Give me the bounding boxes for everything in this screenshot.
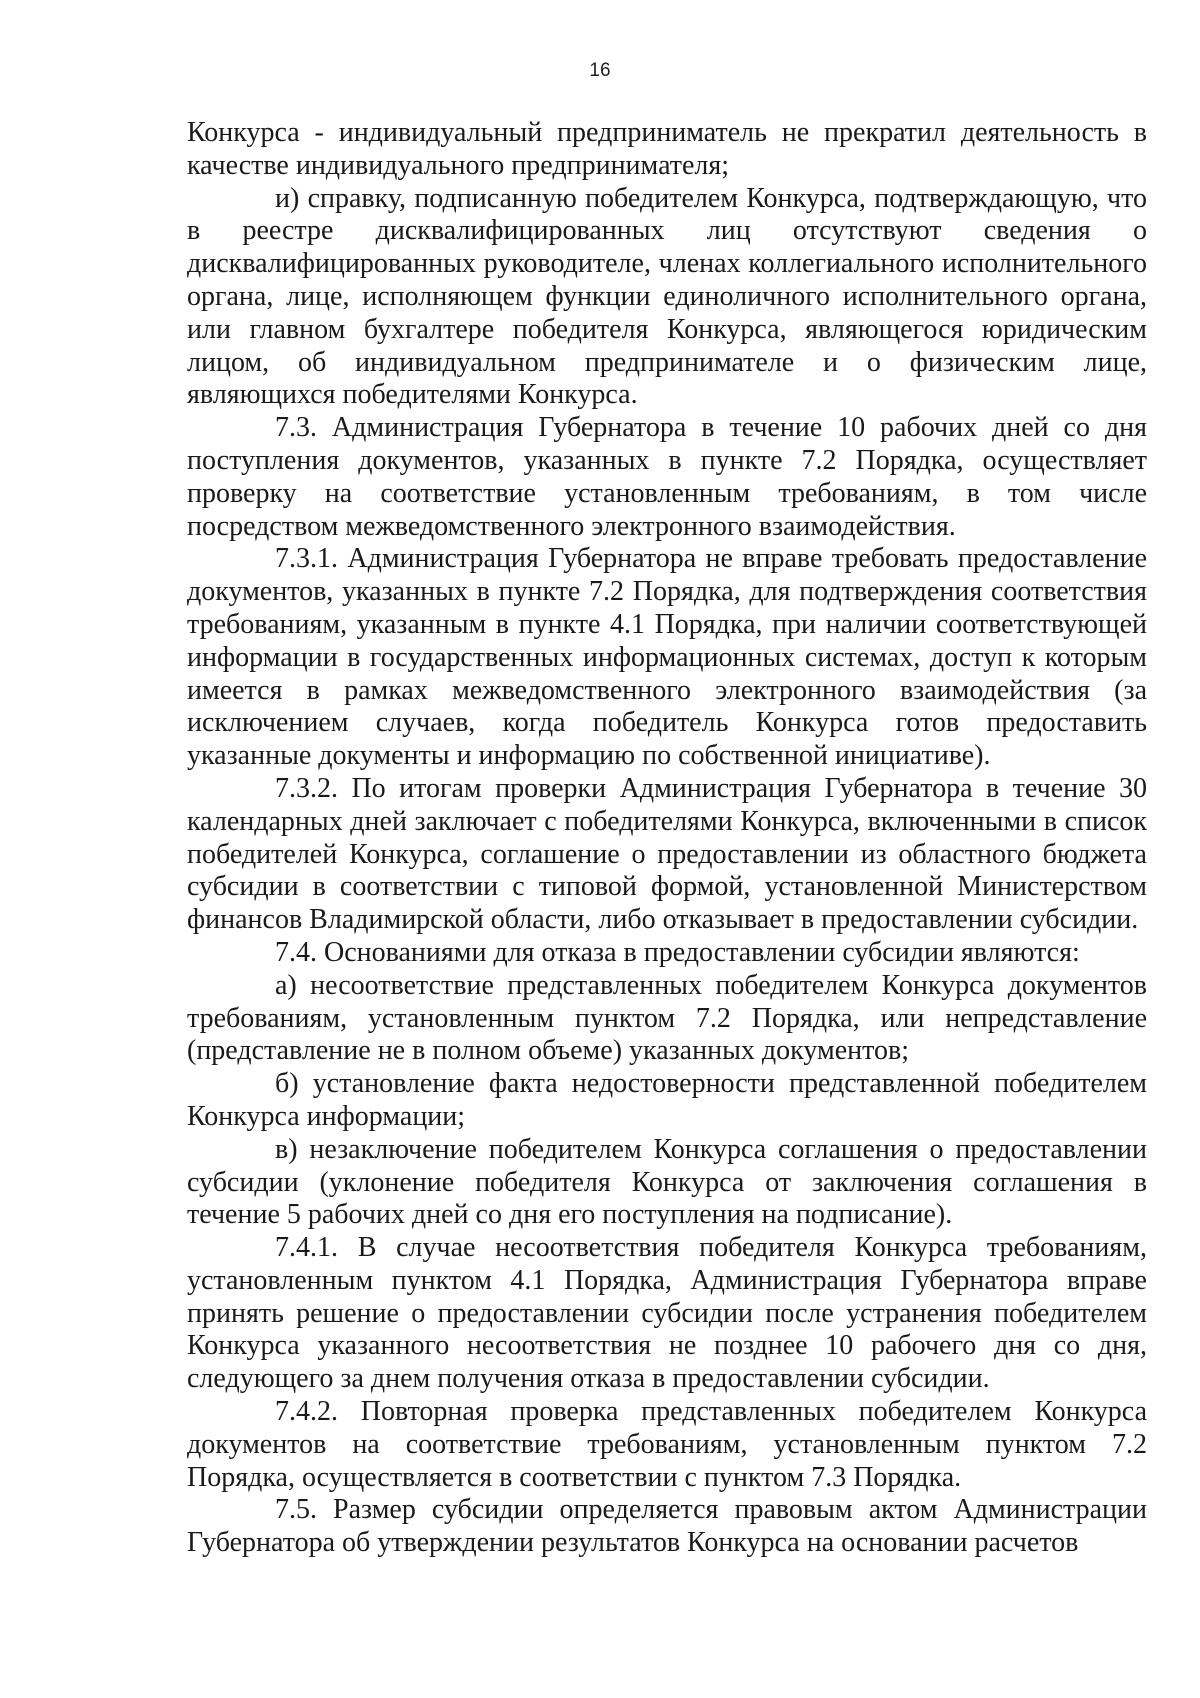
page-number: 16 xyxy=(589,60,611,81)
paragraph-item-i: и) справку, подписанную победителем Конкурса, подтверждающую, что в реестре дисквалифицированных лиц отсутствуют сведения о дисквалифицированных руководителе, членах коллегиального исполнительного органа, лице, исполняющем функции единоличного исполнительного органа, или главном бухгалтере победителя Конкурса, являющегося юридическим лицом, об индивидуальном предпринимателе и о физическим лице, являющихся победителями Конкурса. xyxy=(187,182,1147,411)
paragraph-7-5: 7.5. Размер субсидии определяется правовым актом Администрации Губернатора об утверждении результатов Конкурса на основании расчетов xyxy=(187,1494,1147,1559)
paragraph-7-4: 7.4. Основаниями для отказа в предоставлении субсидии являются: xyxy=(275,936,1080,968)
paragraph-7-4-2: 7.4.2. Повторная проверка представленных победителем Конкурса документов на соответствие требованиям, установленным пунктом 7.2 Порядка, осуществляется в соответствии с пунктом 7.3 Порядка. xyxy=(187,1396,1147,1493)
paragraph-7-4-v: в) незаключение победителем Конкурса соглашения о предоставлении субсидии (уклонение победителя Конкурса от заключения соглашения в течение 5 рабочих дней со дня его поступления на подписание). xyxy=(187,1133,1147,1231)
paragraph-7-4-b: б) установление факта недостоверности представленной победителем Конкурса информации; xyxy=(187,1068,1147,1132)
paragraph-7-3-2: 7.3.2. По итогам проверки Администрация Губернатора в течение 30 календарных дней заключает с победителями Конкурса, включенными в список победителей Конкурса, соглашение о предоставлении из областного бюджета субсидии в соответствии с типовой формой, установленной Министерством финансов Владимирской области, либо отказывает в предоставлении субсидии. xyxy=(187,772,1147,936)
paragraph-7-4-1: 7.4.1. В случае несоответствия победителя Конкурса требованиям, установленным пунктом 4.1 Порядка, Администрация Губернатора вправе принять решение о предоставлении субсидии после устранения победителем Конкурса указанного несоответствия не позднее 10 рабочего дня со дня, следующего за днем получения отказа в предоставлении субсидии. xyxy=(187,1232,1147,1395)
document-body xyxy=(187,117,1147,1560)
paragraph-7-4-a: а) несоответствие представленных победителем Конкурса документов требованиям, установленным пунктом 7.2 Порядка, или непредставление (представление не в полном объеме) указанных документов; xyxy=(187,969,1147,1067)
paragraph-7-3-1: 7.3.1. Администрация Губернатора не вправе требовать предоставление документов, указанных в пункте 7.2 Порядка, для подтверждения соответствия требованиям, указанным в пункте 4.1 Порядка, при наличии соответствующей информации в государственных информационных системах, доступ к которым имеется в рамках межведомственного электронного взаимодействия (за исключением случаев, когда победитель Конкурса готов предоставить указанные документы и информацию по собственной инициативе). xyxy=(187,543,1147,772)
paragraph-7-3: 7.3. Администрация Губернатора в течение 10 рабочих дней со дня поступления документов, указанных в пункте 7.2 Порядка, осуществляет проверку на соответствие установленным требованиям, в том числе посредством межведомственного электронного взаимодействия. xyxy=(187,412,1147,542)
paragraph-continuation: Конкурса - индивидуальный предприниматель не прекратил деятельность в качестве индивидуального предпринимателя; xyxy=(187,117,1147,181)
